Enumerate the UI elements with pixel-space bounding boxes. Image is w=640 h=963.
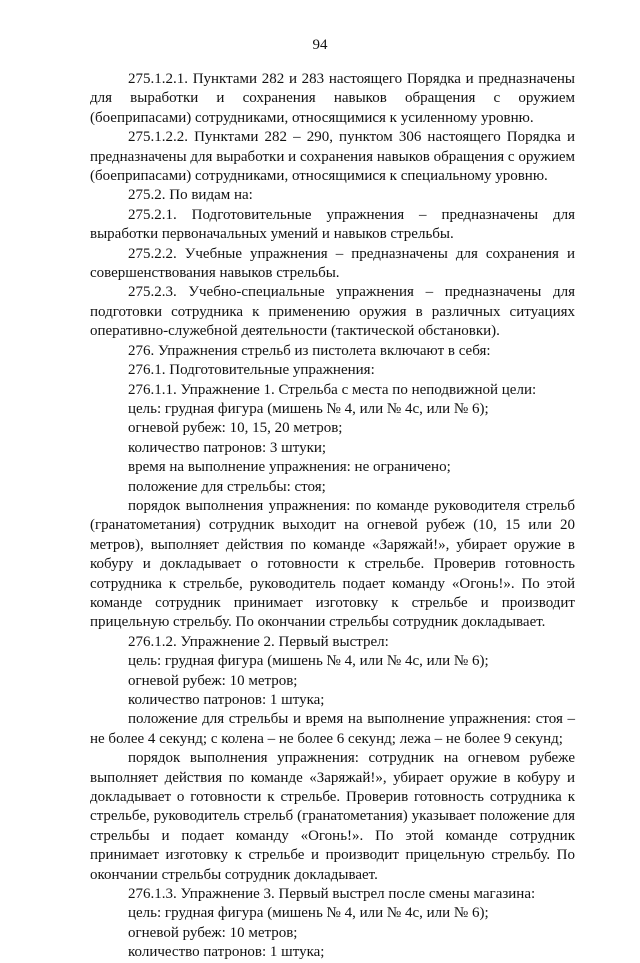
exercise-1-position: положение для стрельбы: стоя; (128, 478, 326, 495)
exercise-2-firing-line: огневой рубеж: 10 метров; (128, 672, 298, 689)
paragraph-276-1-3: 276.1.3. Упражнение 3. Первый выстрел после смены магазина: (128, 886, 536, 903)
paragraph-276-1-1: 276.1.1. Упражнение 1. Стрельба с места по неподвижной цели: (128, 381, 537, 398)
paragraph-276-1-2: 276.1.2. Упражнение 2. Первый выстрел: (128, 633, 389, 650)
body-text (90, 70, 575, 963)
paragraph-275-2: 275.2. По видам на: (128, 187, 253, 204)
paragraph-276: 276. Упражнения стрельб из пистолета включают в себя: (128, 342, 491, 359)
exercise-2-position-time: положение для стрельбы и время на выполнение упражнения: стоя – не более 4 секунд; с колена – не более 6 секунд; лежа – не более 9 секунд; (90, 711, 575, 747)
exercise-2-rounds: количество патронов: 1 штука; (128, 692, 325, 708)
paragraph-275-2-3: 275.2.3. Учебно-специальные упражнения – предназначены для подготовки сотрудника к применению оружия в различных ситуациях оперативно-служебной деятельности (тактической обстановки). (90, 284, 575, 340)
exercise-1-target: цель: грудная фигура (мишень № 4, или № 4с, или № 6); (128, 400, 489, 417)
page-number: 94 (312, 37, 328, 53)
exercise-2-procedure: порядок выполнения упражнения: сотрудник на огневом рубеже выполняет действия по команде «Заряжай!», убирает оружие в кобуру и докладывает о готовности к стрельбе. Проверив готовность сотрудника к стрельбе, руководитель стрельб (гранатометания) указывает положение для стрельбы и подает команду «Огонь!». По этой команде сотрудник принимает изготовку к стрельбе и производит прицельную стрельбу. По окончании стрельбы сотрудник докладывает. (90, 750, 575, 883)
exercise-2-target: цель: грудная фигура (мишень № 4, или № 4с, или № 6); (128, 653, 489, 670)
exercise-3-target: цель: грудная фигура (мишень № 4, или № 4с, или № 6); (128, 905, 489, 922)
exercise-1-time: время на выполнение упражнения: не ограничено; (128, 459, 451, 476)
exercise-3-firing-line: огневой рубеж: 10 метров; (128, 924, 298, 941)
paragraph-275-2-2: 275.2.2. Учебные упражнения – предназначены для сохранения и совершенствования навыков стрельбы. (90, 245, 575, 282)
exercise-1-rounds: количество патронов: 3 штуки; (128, 439, 327, 456)
exercise-1-firing-line: огневой рубеж: 10, 15, 20 метров; (128, 420, 343, 437)
paragraph-276-1: 276.1. Подготовительные упражнения: (128, 362, 375, 379)
paragraph-275-2-1: 275.2.1. Подготовительные упражнения – предназначены для выработки первоначальных умений и навыков стрельбы. (90, 206, 575, 243)
paragraph-275-1-2-1: 275.1.2.1. Пунктами 282 и 283 настоящего Порядка и предназначены для выработки и сохранения навыков обращения с оружием (боеприпасами) сотрудниками, относящимися к усиленному уровню. (90, 71, 575, 126)
exercise-1-procedure: порядок выполнения упражнения: по команде руководителя стрельб (гранатометания) сотрудник выходит на огневой рубеж (10, 15 или 20 метров), выполняет действия по команде «Заряжай!», убирает оружие в кобуру и докладывает о готовности к стрельбе. Проверив готовность сотрудника к стрельбе, руководитель подает команду «Огонь!». По этой команде сотрудник принимает изготовку к стрельбе и производит прицельную стрельбу. По окончании стрельбы сотрудник докладывает. (90, 497, 575, 631)
paragraph-275-1-2-2: 275.1.2.2. Пунктами 282 – 290, пунктом 306 настоящего Порядка и предназначены для выработки и сохранения навыков обращения с оружием (боеприпасами) сотрудниками, относящимися к специальному уровню. (90, 129, 575, 185)
exercise-3-rounds: количество патронов: 1 штука; (128, 944, 325, 961)
